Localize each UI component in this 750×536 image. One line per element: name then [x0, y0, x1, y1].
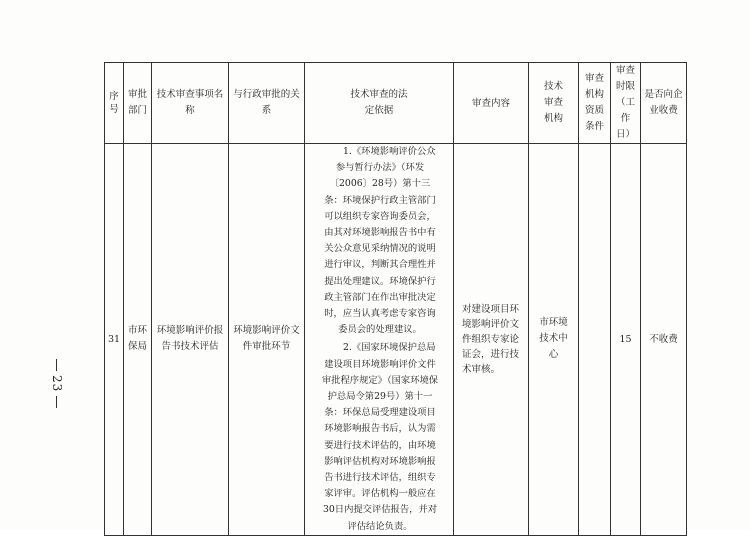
header-qualification: 审查机构资质条件 — [579, 63, 611, 144]
header-row — [105, 63, 687, 144]
cell-agency: 市环境技术中心 — [529, 144, 579, 536]
review-items-table — [104, 62, 687, 536]
cell-legal-basis — [305, 144, 454, 536]
cell-qualification — [579, 144, 611, 536]
cell-item-name: 环境影响评价报告书技术评估 — [152, 144, 229, 536]
cell-seq: 31 — [105, 144, 124, 536]
table-row — [105, 144, 687, 536]
header-agency: 技术审查机构 — [529, 63, 579, 144]
dash-right — [56, 396, 57, 408]
header-time-limit: 审查时限（工作日） — [611, 63, 641, 144]
page-number — [48, 355, 64, 415]
cell-fee: 不收费 — [641, 144, 687, 536]
cell-dept: 市环保局 — [124, 144, 152, 536]
dash-left — [56, 359, 57, 371]
cell-days: 15 — [611, 144, 641, 536]
header-dept: 审批部门 — [124, 63, 152, 144]
basis-paragraph-1: 1.《环境影响评价公众参与暂行办法》（环发〔2006〕28号）第十三条：环境保护行政主管部门可以组织专家咨询委员会，由其对环境影响报告书中有关公众意见采纳情况的说明进行审议，判断其合理性并提出处理建议。环境保护行政主管部门在作出审批决定时，应当认真考虑专家咨询委员会的处理建议。 — [324, 146, 436, 336]
header-relation: 与行政审批的关系 — [229, 63, 305, 144]
page-number-text: 23 — [50, 375, 64, 393]
header-legal-basis: 技术审查的法定依据 — [305, 63, 454, 144]
cell-relation: 环境影响评价文件审批环节 — [229, 144, 305, 536]
header-item-name: 技术审查事项名称 — [152, 63, 229, 144]
header-content: 审查内容 — [454, 63, 529, 144]
basis-paragraph-2: 2.《国家环境保护总局建设项目环境影响评价文件审批程序规定》（国家环境保护总局令第29号）第十一条：环保总局受理建设项目环境影响报告书后，认为需要进行技术评估的，由环境影响评估机构对环境影响报告书进行技术评估，组织专家评审。评估机构一般应在30日内提交评估报告，并对评估结论负责。 — [321, 342, 439, 532]
header-seq: 序号 — [105, 63, 124, 144]
cell-content: 对建设项目环境影响评价文件组织专家论证会，进行技术审核。 — [454, 144, 529, 536]
header-fee: 是否向企业收费 — [641, 63, 687, 144]
